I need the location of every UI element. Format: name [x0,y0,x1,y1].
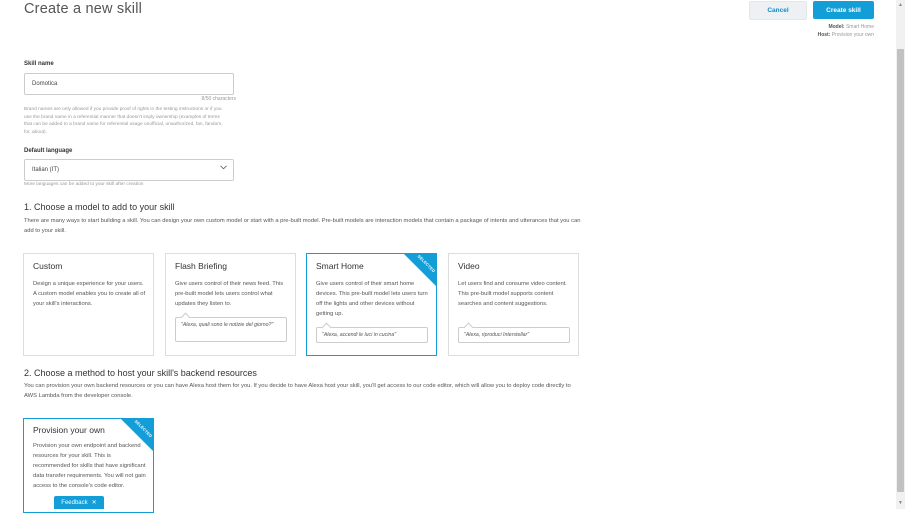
skill-name-counter: 8/50 characters [201,96,236,102]
model-summary [828,24,874,30]
close-icon[interactable]: ✕ [91,500,97,506]
model-card-desc: Give users control of their news feed. This pre-built model lets users control what updates they listen to. [175,281,284,307]
scroll-up-arrow-icon[interactable]: ▲ [898,2,903,8]
selected-ribbon-label: SELECTED [416,253,437,274]
skill-name-value: Domotica [32,81,58,87]
host-summary-label: Host: [817,32,831,38]
language-select-value: Italian (IT) [32,167,60,173]
section-host-desc: You can provision your own backend resources or you can have Alexa host them for you. If you decide to have Alexa host your skill, you'll get access to our code editor, which will allow you to deploy code directly to AWS Lambda from the developer console. [24,383,571,399]
feedback-button[interactable] [54,496,104,509]
brand-name-help: Brand names are only allowed if you provide proof of rights in the testing instructions or if you use the brand name in a referential manner that doesn't imply ownership (examples of terms that can be added to a brand name for referential usage unofficial, unauthorized, fan, fandom, for, about). [24,107,223,135]
chevron-down-icon [220,165,227,172]
feedback-label: Feedback [61,499,88,506]
sample-utterance: "Alexa, accendi le luci in cucina" [316,327,428,343]
model-card-title: Custom [33,261,63,271]
host-summary [818,32,874,38]
model-card-title: Video [458,261,480,271]
selected-ribbon-label: SELECTED [133,418,154,439]
skill-name-input[interactable] [24,73,234,95]
host-card-title: Provision your own [33,425,105,435]
scroll-down-arrow-icon[interactable]: ▼ [898,500,903,506]
section-model-title: 1. Choose a model to add to your skill [24,202,175,212]
scrollbar-thumb[interactable] [897,49,904,492]
model-summary-value: Smart Home [845,24,874,30]
model-card-title: Smart Home [316,261,364,271]
model-summary-label: Model: [828,24,845,30]
cancel-button[interactable]: Cancel [749,1,807,20]
create-skill-button[interactable]: Create skill [813,1,874,19]
sample-utterance: "Alexa, quali sono le notizie del giorno?" [175,317,287,342]
language-select[interactable] [24,159,234,181]
model-card-custom[interactable] [23,253,154,356]
model-card-desc: Give users control of their smart home devices. This pre-built model lets users turn off the lights and other devices without getting up. [316,281,428,317]
language-help: More languages can be added to your skill after creation [24,182,144,187]
skill-name-label: Skill name [24,61,54,67]
model-card-flash-briefing[interactable] [165,253,296,356]
model-card-smart-home[interactable] [306,253,437,356]
host-card-desc: Provision your own endpoint and backend resources for your skill. This is recommended for skills that have significant data transfer requirements. You will not gain access to the console's code editor. [33,443,146,489]
host-summary-value: Provision your own [831,32,874,38]
model-card-desc: Let users find and consume video content. This pre-built model supports content searches and content suggestions. [458,281,567,307]
page-title: Create a new skill [24,1,143,17]
default-language-label: Default language [24,148,73,154]
model-card-video[interactable] [448,253,579,356]
section-model-desc: There are many ways to start building a skill. You can design your own custom model or start with a pre-built model. Pre-built models are interaction models that contain a package of intents and utterances that you can add to your skill. [24,218,581,234]
model-card-desc: Design a unique experience for your users. A custom model enables you to create all of your skill's interactions. [33,281,146,307]
sample-utterance: "Alexa, riproduci Interstellar" [458,327,570,343]
model-card-title: Flash Briefing [175,261,227,271]
section-host-title: 2. Choose a method to host your skill's backend resources [24,368,257,378]
